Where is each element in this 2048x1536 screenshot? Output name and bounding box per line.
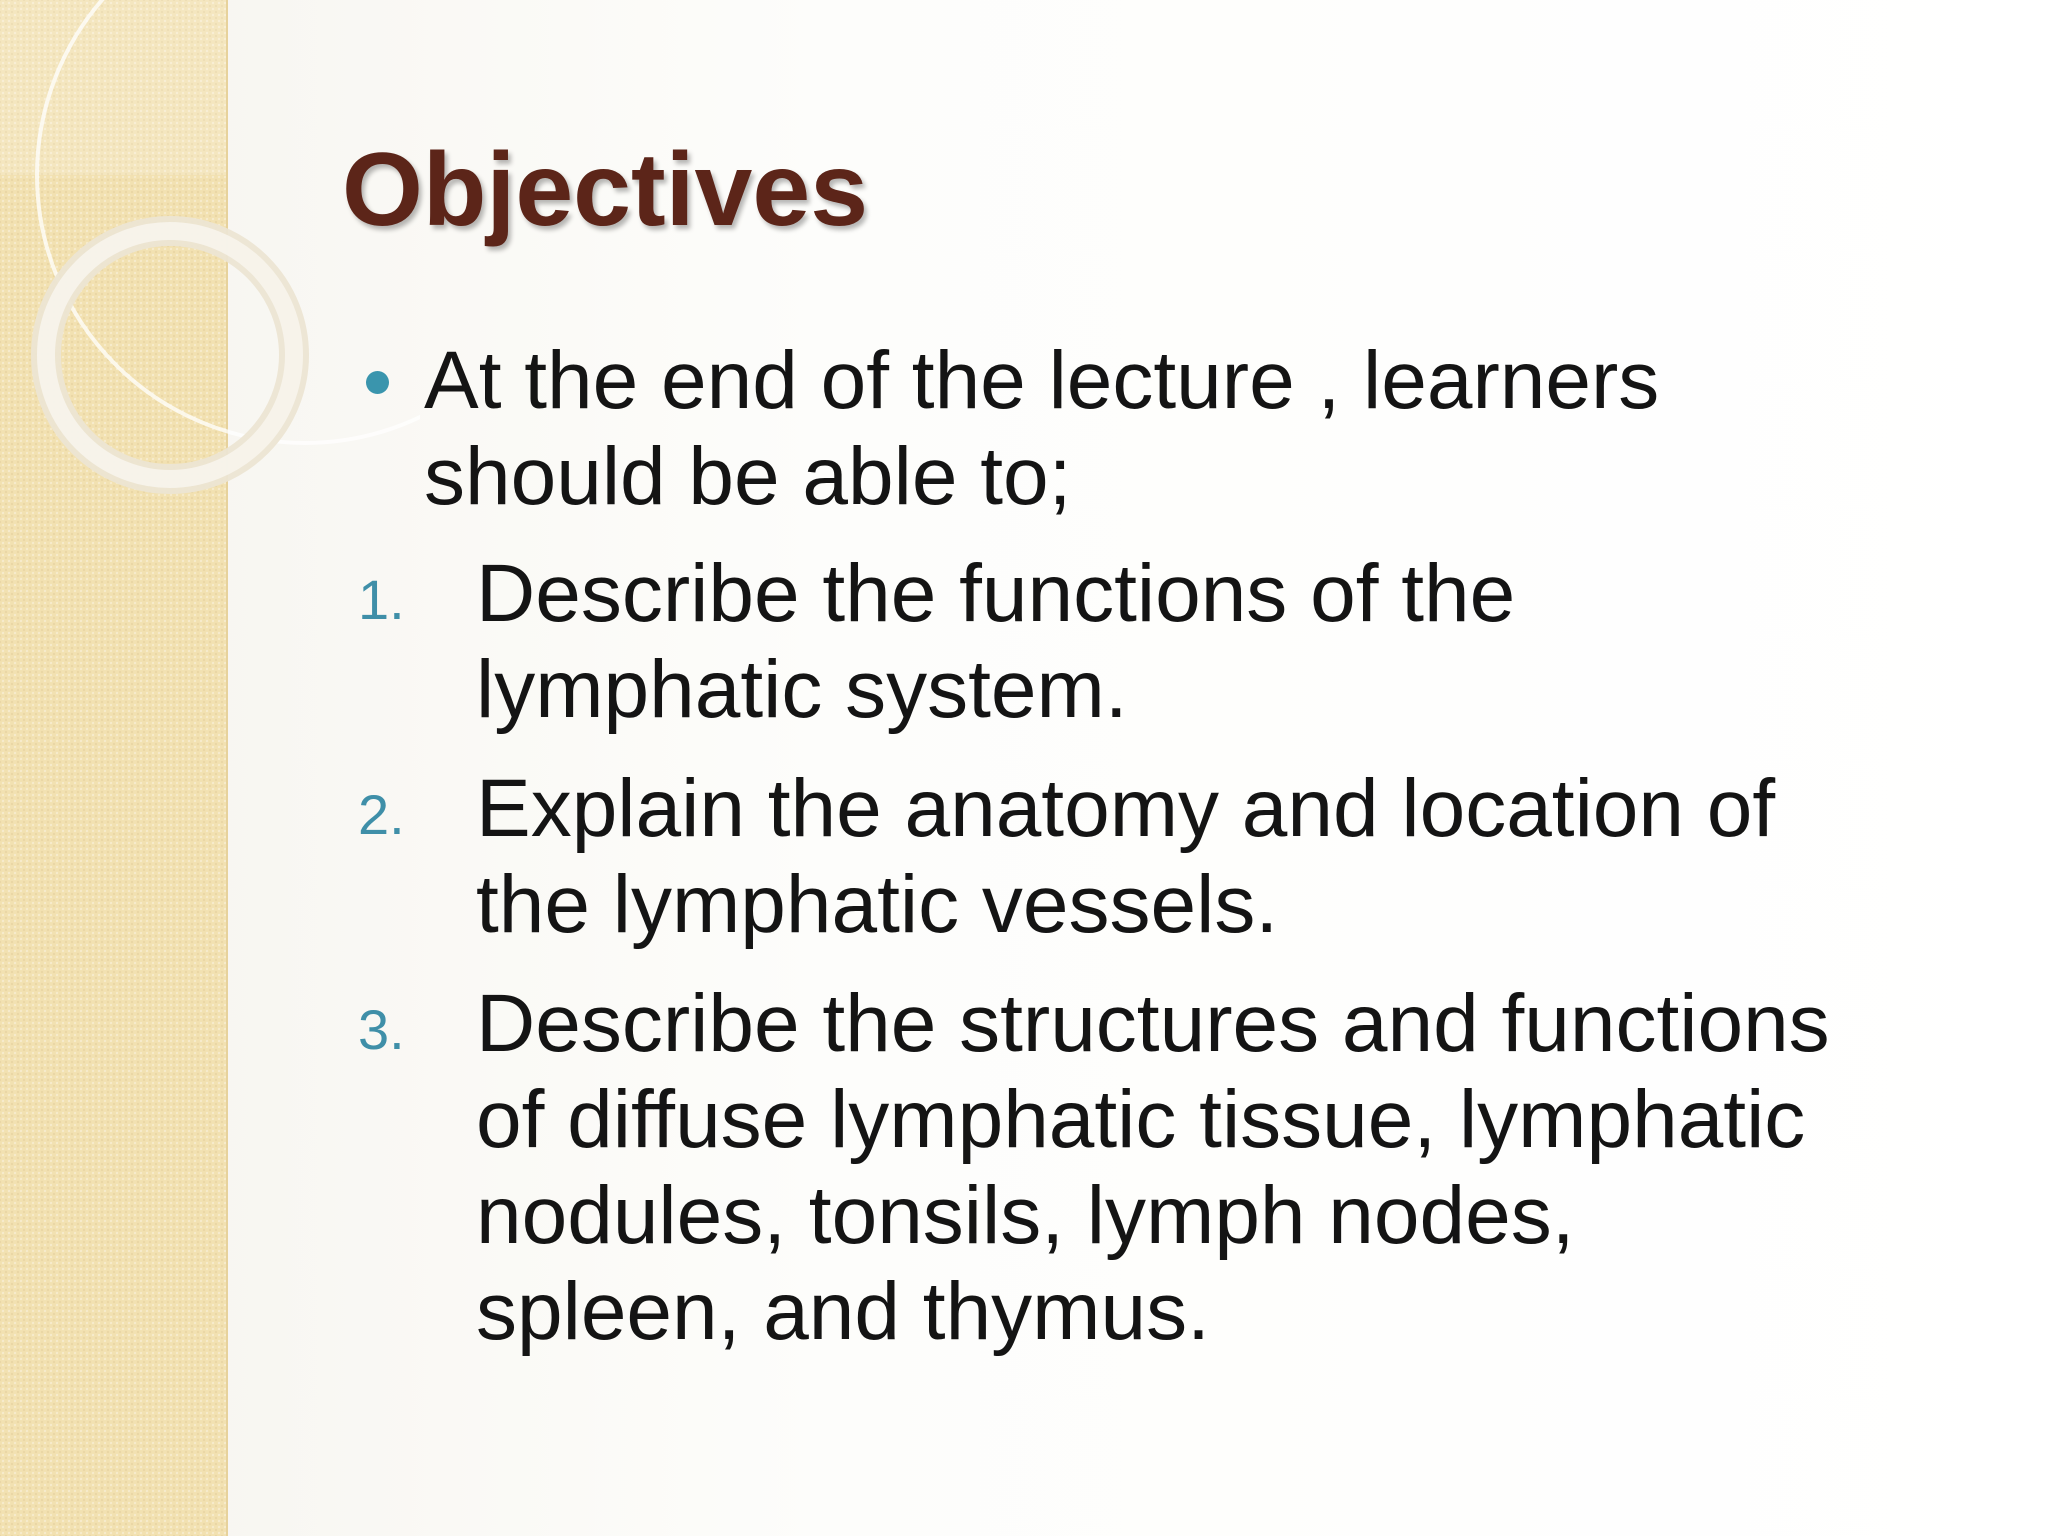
objective-item <box>476 976 1830 1360</box>
bullet-dot-icon <box>366 371 389 394</box>
objective-line: of diffuse lymphatic tissue, lymphatic <box>476 1074 1806 1165</box>
objective-line: the lymphatic vessels. <box>476 859 1279 950</box>
objective-item <box>476 546 1515 738</box>
objective-number: 2. <box>358 783 405 846</box>
objective-line: spleen, and thymus. <box>476 1266 1210 1357</box>
objective-line: nodules, tonsils, lymph nodes, <box>476 1170 1575 1261</box>
objective-line: Describe the functions of the <box>476 548 1516 639</box>
objective-line: Describe the structures and functions <box>476 978 1830 1069</box>
objective-line: lymphatic system. <box>476 644 1128 735</box>
objective-line: Explain the anatomy and location of <box>476 763 1776 854</box>
objective-number: 3. <box>358 998 405 1061</box>
intro-line: should be able to; <box>424 431 1072 522</box>
intro-text <box>424 333 1659 525</box>
slide-title: Objectives <box>342 132 869 248</box>
objective-item <box>476 761 1775 953</box>
objective-number: 1. <box>358 568 405 631</box>
intro-line: At the end of the lecture , learners <box>424 335 1660 426</box>
